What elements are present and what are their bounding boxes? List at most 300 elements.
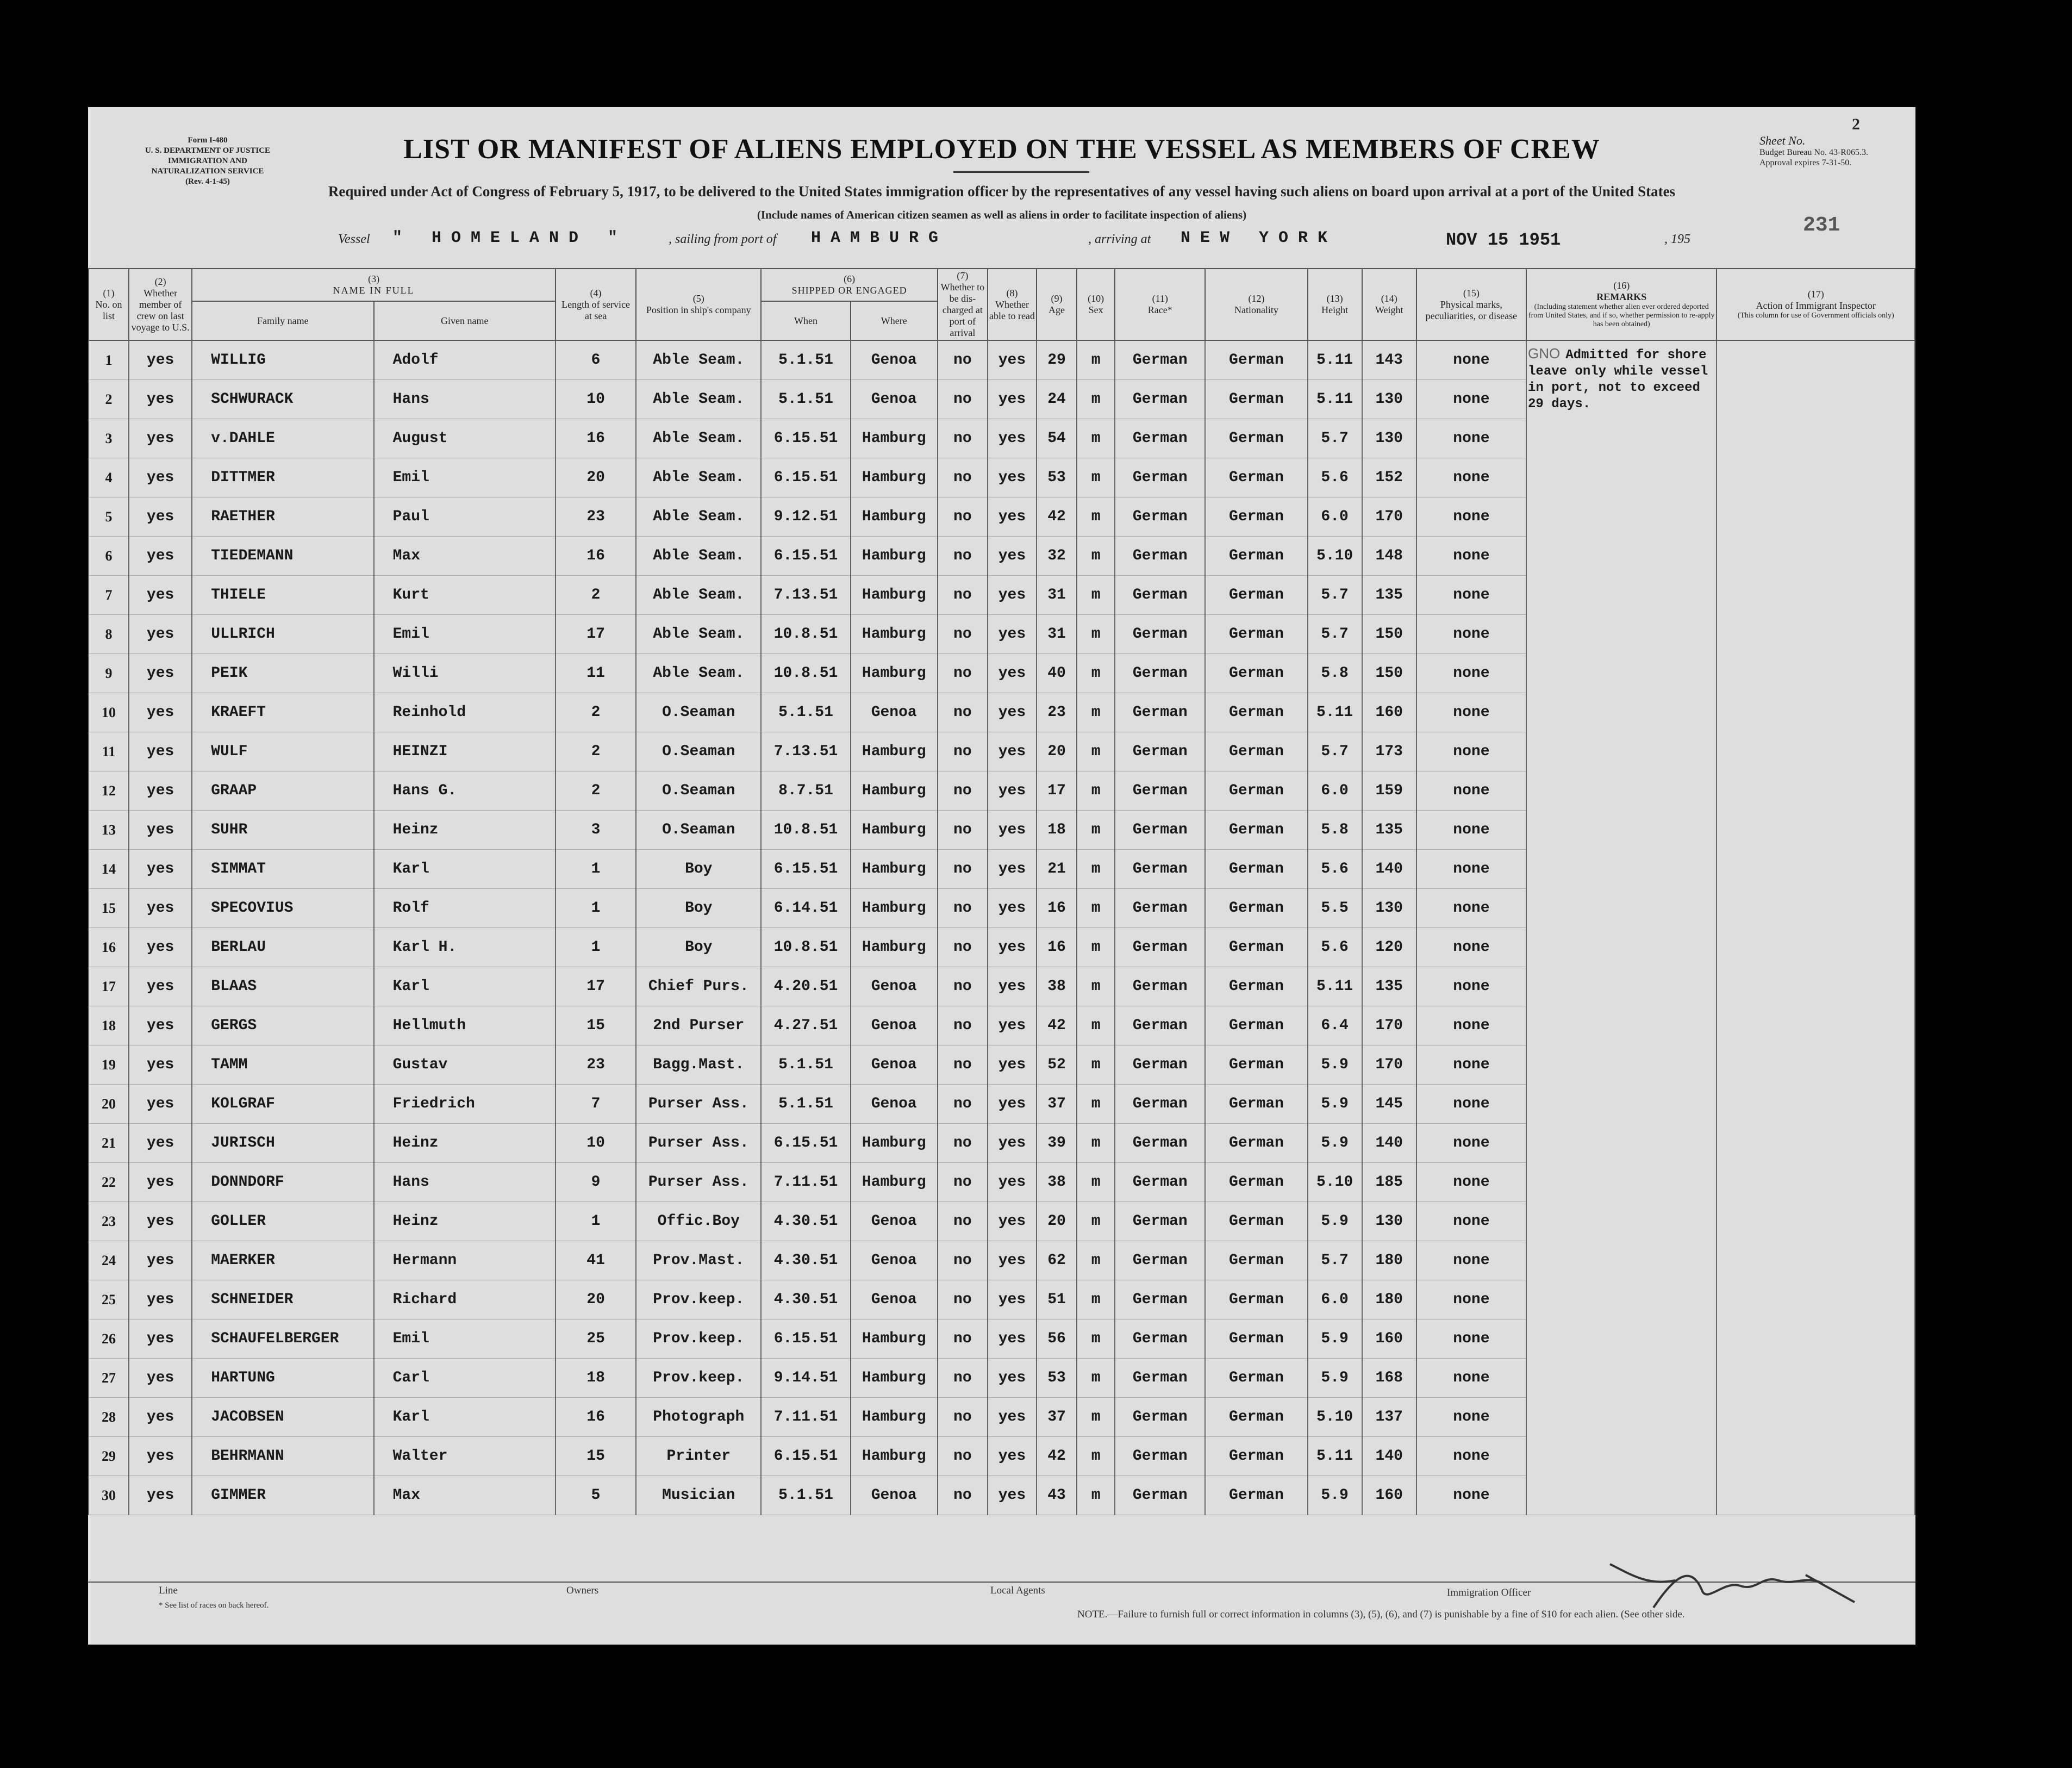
last-voyage-cell: yes [129,771,192,811]
nationality-cell: German [1205,537,1307,576]
weight-cell: 140 [1362,1437,1416,1476]
given-name-cell: Heinz [374,811,556,850]
shipped-when-cell: 4.30.51 [761,1202,850,1241]
weight-cell: 135 [1362,576,1416,615]
position-cell: Prov.keep. [636,1359,761,1398]
shipped-when-cell: 5.1.51 [761,1476,850,1515]
subtitle: Required under Act of Congress of February 5, 1917, to be delivered to the United States immigration officer by the representatives of any vessel having such aliens on board upon arrival at a port of the United States [328,183,1676,200]
able-to-read-cell: yes [988,497,1037,537]
last-voyage-cell: yes [129,537,192,576]
race-cell: German [1115,811,1205,850]
discharge-cell: no [938,1319,988,1359]
family-name-cell: BLAAS [192,967,373,1006]
row-number: 23 [89,1202,129,1241]
position-cell: Able Seam. [636,340,761,380]
position-cell: Boy [636,928,761,967]
discharge-cell: no [938,1124,988,1163]
sex-cell: m [1077,771,1115,811]
sex-cell: m [1077,928,1115,967]
row-number: 16 [89,928,129,967]
physical-marks-cell: none [1416,537,1526,576]
discharge-cell: no [938,1241,988,1280]
nationality-cell: German [1205,1163,1307,1202]
form-department: U. S. DEPARTMENT OF JUSTICE [145,146,271,155]
position-cell: Offic.Boy [636,1202,761,1241]
sex-cell: m [1077,1437,1115,1476]
sex-cell: m [1077,967,1115,1006]
service-length-cell: 5 [556,1476,636,1515]
shipped-when-cell: 5.1.51 [761,693,850,732]
shipped-where-cell: Genoa [851,967,938,1006]
service-length-cell: 23 [556,497,636,537]
sex-cell: m [1077,615,1115,654]
family-name-cell: GIMMER [192,1476,373,1515]
discharge-cell: no [938,576,988,615]
sex-cell: m [1077,850,1115,889]
shipped-when-cell: 9.12.51 [761,497,850,537]
weight-cell: 170 [1362,1006,1416,1045]
service-length-cell: 10 [556,380,636,419]
last-voyage-cell: yes [129,1241,192,1280]
weight-cell: 148 [1362,537,1416,576]
discharge-cell: no [938,1163,988,1202]
shipped-where-cell: Hamburg [851,771,938,811]
race-cell: German [1115,419,1205,458]
given-name-cell: Kurt [374,576,556,615]
position-cell: Purser Ass. [636,1163,761,1202]
sex-cell: m [1077,458,1115,497]
shipped-where-cell: Hamburg [851,419,938,458]
sex-cell: m [1077,1202,1115,1241]
service-length-cell: 18 [556,1359,636,1398]
row-number: 24 [89,1241,129,1280]
physical-marks-cell: none [1416,1085,1526,1124]
race-cell: German [1115,1202,1205,1241]
column-4-header: (4) Length of service at sea [556,269,636,340]
physical-marks-cell: none [1416,1241,1526,1280]
approval-expiry: Approval expires 7-31-50. [1759,158,1852,167]
shipped-where-cell: Genoa [851,1476,938,1515]
nationality-cell: German [1205,693,1307,732]
service-length-cell: 2 [556,771,636,811]
physical-marks-cell: none [1416,615,1526,654]
last-voyage-cell: yes [129,1476,192,1515]
service-length-cell: 20 [556,1280,636,1319]
given-name-cell: Paul [374,497,556,537]
shipped-when-cell: 6.15.51 [761,850,850,889]
race-cell: German [1115,1006,1205,1045]
race-cell: German [1115,340,1205,380]
service-length-cell: 23 [556,1045,636,1085]
height-cell: 5.9 [1308,1202,1362,1241]
age-cell: 24 [1037,380,1077,419]
row-number: 26 [89,1319,129,1359]
discharge-cell: no [938,967,988,1006]
race-cell: German [1115,693,1205,732]
physical-marks-cell: none [1416,576,1526,615]
position-cell: Able Seam. [636,537,761,576]
remarks-text: Admitted for shore leave only while vessel in port, not to exceed 29 days. [1528,348,1708,412]
discharge-cell: no [938,811,988,850]
nationality-cell: German [1205,1359,1307,1398]
race-cell: German [1115,928,1205,967]
sheet-stamp: 231 [1803,214,1840,237]
position-cell: Boy [636,850,761,889]
shipped-where-cell: Hamburg [851,928,938,967]
position-cell: Musician [636,1476,761,1515]
family-name-cell: BEHRMANN [192,1437,373,1476]
last-voyage-cell: yes [129,1085,192,1124]
shipped-where-cell: Genoa [851,380,938,419]
arrival-port: NEW YORK [1181,229,1338,247]
given-name-cell: Hermann [374,1241,556,1280]
physical-marks-cell: none [1416,1045,1526,1085]
shipped-where-cell: Hamburg [851,458,938,497]
row-number: 12 [89,771,129,811]
age-cell: 21 [1037,850,1077,889]
position-cell: Purser Ass. [636,1085,761,1124]
position-cell: Printer [636,1437,761,1476]
age-cell: 16 [1037,889,1077,928]
family-name-cell: DITTMER [192,458,373,497]
service-length-cell: 17 [556,967,636,1006]
age-cell: 51 [1037,1280,1077,1319]
sex-cell: m [1077,1124,1115,1163]
shipped-where-cell: Genoa [851,1202,938,1241]
able-to-read-cell: yes [988,1202,1037,1241]
given-name-cell: Reinhold [374,693,556,732]
discharge-cell: no [938,1280,988,1319]
sex-cell: m [1077,1241,1115,1280]
physical-marks-cell: none [1416,419,1526,458]
height-cell: 5.11 [1308,380,1362,419]
row-number: 7 [89,576,129,615]
height-cell: 5.10 [1308,1398,1362,1437]
weight-cell: 170 [1362,1045,1416,1085]
sex-cell: m [1077,419,1115,458]
service-length-cell: 11 [556,654,636,693]
able-to-read-cell: yes [988,811,1037,850]
service-length-cell: 16 [556,1398,636,1437]
family-name-cell: KOLGRAF [192,1085,373,1124]
shipped-where-cell: Hamburg [851,576,938,615]
race-cell: German [1115,732,1205,771]
weight-cell: 180 [1362,1241,1416,1280]
height-cell: 5.6 [1308,928,1362,967]
family-name-cell: GERGS [192,1006,373,1045]
able-to-read-cell: yes [988,654,1037,693]
budget-bureau: Budget Bureau No. 43-R065.3. [1759,148,1868,157]
weight-cell: 137 [1362,1398,1416,1437]
age-cell: 40 [1037,654,1077,693]
footer-line-label: Line [159,1585,178,1596]
race-cell: German [1115,1437,1205,1476]
last-voyage-cell: yes [129,340,192,380]
shipped-when-cell: 9.14.51 [761,1359,850,1398]
physical-marks-cell: none [1416,1163,1526,1202]
race-cell: German [1115,967,1205,1006]
age-cell: 56 [1037,1319,1077,1359]
family-name-cell: WULF [192,732,373,771]
given-name-cell: August [374,419,556,458]
nationality-cell: German [1205,1241,1307,1280]
race-cell: German [1115,850,1205,889]
position-cell: Prov.Mast. [636,1241,761,1280]
manifest-sheet [88,107,1915,1645]
sailing-from-label: , sailing from port of [669,232,777,246]
age-cell: 53 [1037,1359,1077,1398]
family-name-cell: THIELE [192,576,373,615]
row-number: 5 [89,497,129,537]
height-cell: 5.9 [1308,1045,1362,1085]
race-cell: German [1115,1359,1205,1398]
nationality-cell: German [1205,419,1307,458]
shipped-where-cell: Hamburg [851,537,938,576]
able-to-read-cell: yes [988,340,1037,380]
nationality-cell: German [1205,1398,1307,1437]
last-voyage-cell: yes [129,1437,192,1476]
last-voyage-cell: yes [129,1006,192,1045]
given-name-cell: Heinz [374,1202,556,1241]
given-name-cell: Max [374,1476,556,1515]
shipped-when-cell: 7.13.51 [761,732,850,771]
age-cell: 31 [1037,576,1077,615]
race-cell: German [1115,771,1205,811]
position-cell: Able Seam. [636,419,761,458]
last-voyage-cell: yes [129,693,192,732]
weight-cell: 168 [1362,1359,1416,1398]
height-cell: 5.9 [1308,1124,1362,1163]
sex-cell: m [1077,1319,1115,1359]
weight-cell: 150 [1362,654,1416,693]
height-cell: 5.9 [1308,1085,1362,1124]
service-length-cell: 20 [556,458,636,497]
physical-marks-cell: none [1416,732,1526,771]
height-cell: 5.11 [1308,1437,1362,1476]
form-number: Form I-480 [188,136,228,145]
given-name-cell: Carl [374,1359,556,1398]
sheet-label: Sheet No. [1759,134,1806,147]
row-number: 19 [89,1045,129,1085]
height-cell: 6.0 [1308,1280,1362,1319]
height-cell: 5.11 [1308,693,1362,732]
family-name-cell: JACOBSEN [192,1398,373,1437]
nationality-cell: German [1205,732,1307,771]
given-name-cell: Rolf [374,889,556,928]
sex-cell: m [1077,340,1115,380]
given-name-cell: HEINZI [374,732,556,771]
shipped-when-cell: 10.8.51 [761,811,850,850]
nationality-cell: German [1205,967,1307,1006]
family-name-cell: BERLAU [192,928,373,967]
race-cell: German [1115,654,1205,693]
discharge-cell: no [938,771,988,811]
shipped-when-cell: 5.1.51 [761,340,850,380]
shipped-when-cell: 6.15.51 [761,419,850,458]
discharge-cell: no [938,1006,988,1045]
physical-marks-cell: none [1416,654,1526,693]
service-length-cell: 3 [556,811,636,850]
row-number: 27 [89,1359,129,1398]
weight-cell: 185 [1362,1163,1416,1202]
position-cell: O.Seaman [636,693,761,732]
weight-cell: 135 [1362,967,1416,1006]
height-cell: 5.7 [1308,1241,1362,1280]
race-cell: German [1115,1280,1205,1319]
able-to-read-cell: yes [988,1045,1037,1085]
shipped-when-cell: 10.8.51 [761,654,850,693]
nationality-cell: German [1205,1202,1307,1241]
race-cell: German [1115,889,1205,928]
last-voyage-cell: yes [129,1319,192,1359]
last-voyage-cell: yes [129,497,192,537]
column-14-header: (14) Weight [1362,269,1416,340]
row-number: 4 [89,458,129,497]
service-length-cell: 7 [556,1085,636,1124]
discharge-cell: no [938,1085,988,1124]
table-row [89,340,1915,380]
last-voyage-cell: yes [129,1280,192,1319]
row-number: 25 [89,1280,129,1319]
weight-cell: 120 [1362,928,1416,967]
discharge-cell: no [938,1476,988,1515]
able-to-read-cell: yes [988,1124,1037,1163]
weight-cell: 130 [1362,889,1416,928]
family-name-cell: v.DAHLE [192,419,373,458]
height-cell: 5.11 [1308,967,1362,1006]
race-cell: German [1115,537,1205,576]
race-cell: German [1115,380,1205,419]
shipped-when-cell: 10.8.51 [761,615,850,654]
row-number: 13 [89,811,129,850]
sex-cell: m [1077,811,1115,850]
shipped-where-cell: Genoa [851,1085,938,1124]
shipped-when-cell: 4.20.51 [761,967,850,1006]
able-to-read-cell: yes [988,1280,1037,1319]
weight-cell: 130 [1362,419,1416,458]
weight-cell: 170 [1362,497,1416,537]
weight-cell: 143 [1362,340,1416,380]
family-name-cell: PEIK [192,654,373,693]
sex-cell: m [1077,1045,1115,1085]
shipped-when-cell: 7.11.51 [761,1398,850,1437]
last-voyage-cell: yes [129,419,192,458]
service-length-cell: 2 [556,693,636,732]
nationality-cell: German [1205,458,1307,497]
shipped-when-header: When [761,301,850,340]
service-length-cell: 2 [556,576,636,615]
given-name-cell: Richard [374,1280,556,1319]
sex-cell: m [1077,1006,1115,1045]
discharge-cell: no [938,928,988,967]
service-length-cell: 9 [556,1163,636,1202]
shipped-when-cell: 6.15.51 [761,1124,850,1163]
weight-cell: 160 [1362,1476,1416,1515]
height-cell: 5.9 [1308,1359,1362,1398]
shipped-when-cell: 5.1.51 [761,1085,850,1124]
row-number: 21 [89,1124,129,1163]
physical-marks-cell: none [1416,380,1526,419]
able-to-read-cell: yes [988,1398,1037,1437]
position-cell: Able Seam. [636,654,761,693]
age-cell: 20 [1037,732,1077,771]
weight-cell: 130 [1362,1202,1416,1241]
given-name-cell: Hellmuth [374,1006,556,1045]
able-to-read-cell: yes [988,732,1037,771]
crew-rows [89,340,1915,1515]
race-cell: German [1115,1398,1205,1437]
given-name-cell: Heinz [374,1124,556,1163]
race-cell: German [1115,615,1205,654]
position-cell: O.Seaman [636,811,761,850]
able-to-read-cell: yes [988,928,1037,967]
column-10-header: (10) Sex [1077,269,1115,340]
family-name-cell: DONNDORF [192,1163,373,1202]
service-length-cell: 1 [556,889,636,928]
physical-marks-cell: none [1416,497,1526,537]
service-length-cell: 1 [556,850,636,889]
sheet-number: 2 [1852,115,1860,133]
family-name-cell: WILLIG [192,340,373,380]
last-voyage-cell: yes [129,1359,192,1398]
physical-marks-cell: none [1416,1437,1526,1476]
height-cell: 6.4 [1308,1006,1362,1045]
able-to-read-cell: yes [988,1437,1037,1476]
service-length-cell: 15 [556,1437,636,1476]
discharge-cell: no [938,889,988,928]
discharge-cell: no [938,497,988,537]
shipped-where-cell: Hamburg [851,850,938,889]
last-voyage-cell: yes [129,889,192,928]
nationality-cell: German [1205,1045,1307,1085]
last-voyage-cell: yes [129,654,192,693]
sex-cell: m [1077,497,1115,537]
shipped-where-cell: Hamburg [851,1124,938,1163]
shipped-when-cell: 5.1.51 [761,1045,850,1085]
able-to-read-cell: yes [988,1359,1037,1398]
row-number: 14 [89,850,129,889]
service-length-cell: 25 [556,1319,636,1359]
row-number: 22 [89,1163,129,1202]
sex-cell: m [1077,732,1115,771]
discharge-cell: no [938,419,988,458]
discharge-cell: no [938,1202,988,1241]
physical-marks-cell: none [1416,1202,1526,1241]
form-service: IMMIGRATION AND NATURALIZATION SERVICE [151,157,264,176]
service-length-cell: 6 [556,340,636,380]
weight-cell: 140 [1362,850,1416,889]
family-name-cell: TIEDEMANN [192,537,373,576]
sex-cell: m [1077,537,1115,576]
height-cell: 5.10 [1308,537,1362,576]
family-name-cell: SIMMAT [192,850,373,889]
sex-cell: m [1077,1359,1115,1398]
position-cell: Bagg.Mast. [636,1045,761,1085]
inspector-action-cell [1717,340,1915,1515]
age-cell: 52 [1037,1045,1077,1085]
position-cell: Boy [636,889,761,928]
column-15-header: (15) Physical marks, peculiarities, or disease [1416,269,1526,340]
service-length-cell: 10 [556,1124,636,1163]
able-to-read-cell: yes [988,889,1037,928]
nationality-cell: German [1205,889,1307,928]
race-cell: German [1115,1045,1205,1085]
shipped-when-cell: 6.15.51 [761,458,850,497]
sex-cell: m [1077,889,1115,928]
shipped-where-cell: Genoa [851,340,938,380]
physical-marks-cell: none [1416,850,1526,889]
row-number: 3 [89,419,129,458]
